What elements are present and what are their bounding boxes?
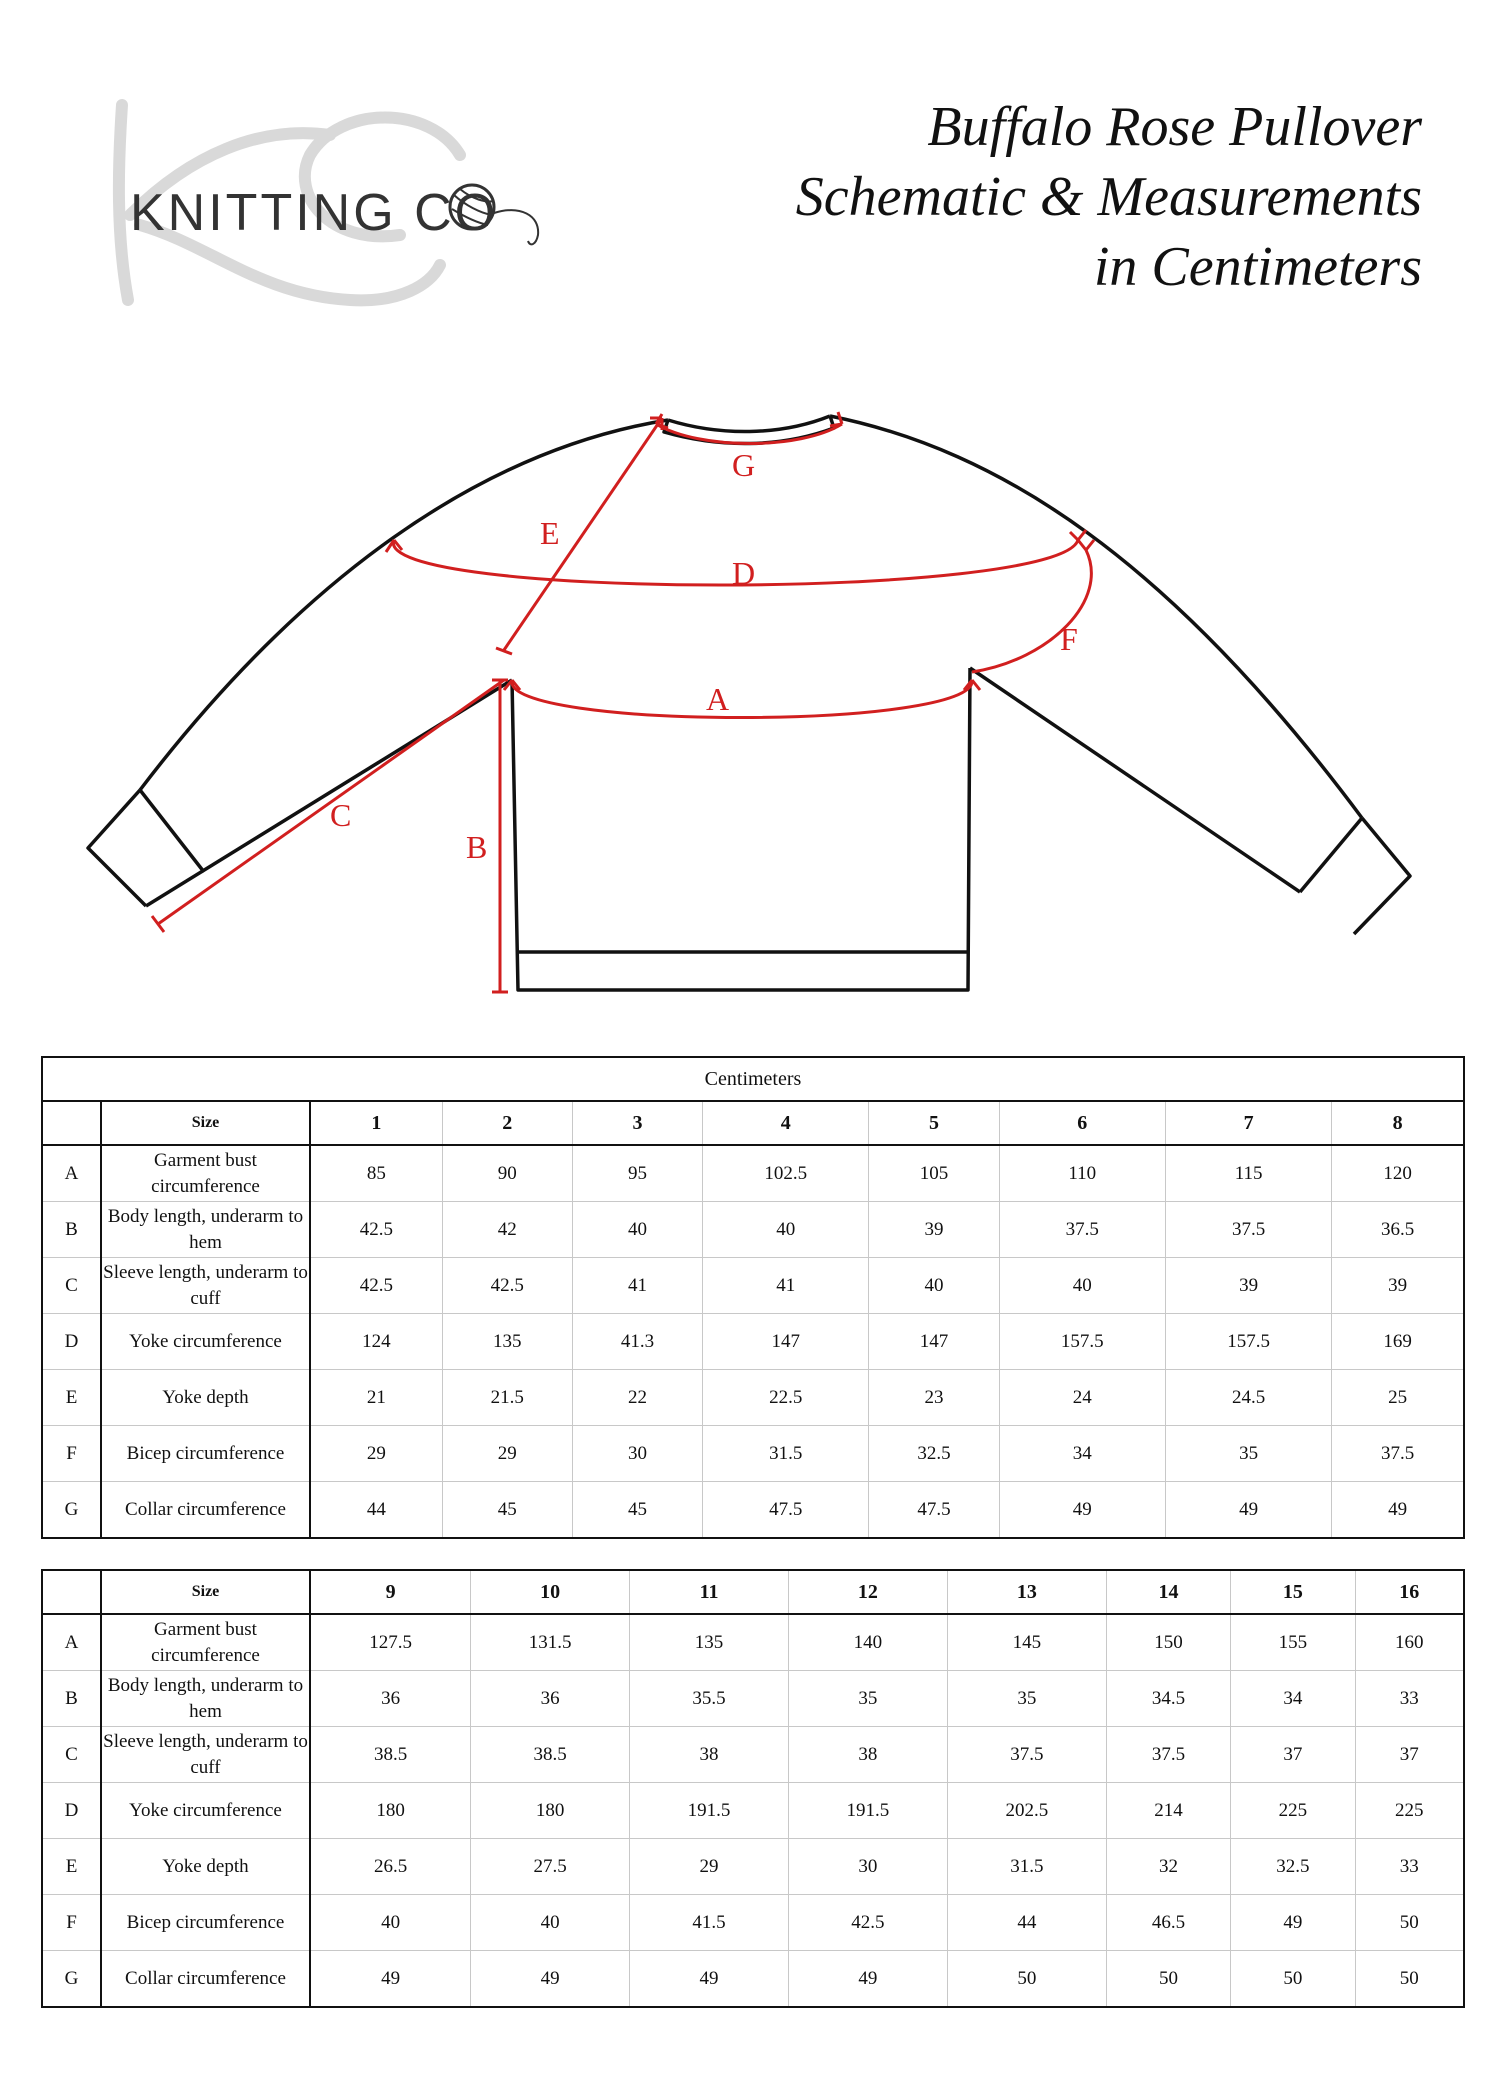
measurement-value: 40 [999, 1258, 1165, 1314]
row-measurement-name: Sleeve length, underarm to cuff [101, 1727, 310, 1783]
right-cuff-outer [1354, 818, 1410, 934]
row-letter: C [42, 1258, 101, 1314]
table-row [42, 1482, 1464, 1539]
right-sleeve-bottom [970, 668, 1300, 892]
row-measurement-name: Yoke depth [101, 1839, 310, 1895]
measurement-value: 40 [572, 1202, 702, 1258]
measurement-value: 33 [1355, 1839, 1464, 1895]
row-measurement-name: Yoke circumference [101, 1314, 310, 1370]
measurement-value: 34.5 [1106, 1671, 1230, 1727]
table-row [42, 1426, 1464, 1482]
row-letter: B [42, 1202, 101, 1258]
measurement-value: 145 [947, 1614, 1106, 1671]
measurement-value: 49 [788, 1951, 947, 2008]
measurement-value: 47.5 [703, 1482, 869, 1539]
label-C: C [330, 797, 352, 833]
measure-lines [152, 412, 1094, 992]
row-measurement-name: Bicep circumference [101, 1426, 310, 1482]
table-row [42, 1727, 1464, 1783]
measurement-value: 180 [310, 1783, 471, 1839]
size-header: 2 [442, 1101, 572, 1145]
measurement-value: 50 [947, 1951, 1106, 2008]
measurements-table-sizes-9-16 [41, 1569, 1465, 2008]
left-cuff-outer [88, 790, 146, 906]
measurement-value: 45 [572, 1482, 702, 1539]
measurement-value: 37.5 [1332, 1426, 1464, 1482]
measurement-value: 115 [1165, 1145, 1331, 1202]
measurement-value: 180 [471, 1783, 630, 1839]
measurement-value: 124 [310, 1314, 442, 1370]
measurement-value: 30 [572, 1426, 702, 1482]
size-header: 10 [471, 1570, 630, 1614]
measurement-value: 127.5 [310, 1614, 471, 1671]
measurement-value: 160 [1355, 1614, 1464, 1671]
measurement-value: 35 [788, 1671, 947, 1727]
size-header: 1 [310, 1101, 442, 1145]
table-row [42, 1202, 1464, 1258]
right-cuff-seam [1300, 818, 1362, 892]
row-letter: C [42, 1727, 101, 1783]
title-line-2: Schematic & Measurements [795, 166, 1422, 228]
measurement-value: 22.5 [703, 1370, 869, 1426]
measurement-value: 22 [572, 1370, 702, 1426]
measurement-value: 36.5 [1332, 1202, 1464, 1258]
measurement-value: 135 [442, 1314, 572, 1370]
measurement-value: 225 [1355, 1783, 1464, 1839]
measurement-value: 27.5 [471, 1839, 630, 1895]
measurement-value: 44 [310, 1482, 442, 1539]
measurement-value: 38 [630, 1727, 789, 1783]
label-F: F [1060, 621, 1078, 657]
size-label: Size [101, 1101, 310, 1145]
label-D: D [732, 555, 756, 591]
right-sleeve-top [830, 416, 1362, 818]
measurement-value: 23 [869, 1370, 999, 1426]
measurement-value: 49 [1332, 1482, 1464, 1539]
size-header: 3 [572, 1101, 702, 1145]
table-row [42, 1839, 1464, 1895]
measurements-table-sizes-1-8 [41, 1056, 1465, 1539]
row-letter: E [42, 1839, 101, 1895]
table-row [42, 1951, 1464, 2008]
row-letter: D [42, 1314, 101, 1370]
measurement-value: 49 [310, 1951, 471, 2008]
measurement-value: 36 [310, 1671, 471, 1727]
measurement-value: 24.5 [1165, 1370, 1331, 1426]
measurement-value: 39 [1165, 1258, 1331, 1314]
measurement-value: 26.5 [310, 1839, 471, 1895]
measurement-value: 85 [310, 1145, 442, 1202]
size-label: Size [101, 1570, 310, 1614]
measurement-value: 39 [1332, 1258, 1464, 1314]
measurement-value: 31.5 [947, 1839, 1106, 1895]
measurement-value: 42.5 [310, 1258, 442, 1314]
row-measurement-name: Body length, underarm to hem [101, 1202, 310, 1258]
label-A: A [706, 681, 730, 717]
measurement-value: 38 [788, 1727, 947, 1783]
measurement-value: 50 [1231, 1951, 1355, 2008]
measurement-value: 40 [869, 1258, 999, 1314]
measurement-value: 37.5 [947, 1727, 1106, 1783]
measurement-value: 150 [1106, 1614, 1230, 1671]
measurement-value: 105 [869, 1145, 999, 1202]
measurement-value: 135 [630, 1614, 789, 1671]
title-line-1: Buffalo Rose Pullover [927, 96, 1422, 158]
size-header-row [42, 1101, 1464, 1145]
measurement-value: 49 [1231, 1895, 1355, 1951]
measurement-value: 42 [442, 1202, 572, 1258]
row-letter: A [42, 1614, 101, 1671]
blank-cell [42, 1101, 101, 1145]
size-header: 4 [703, 1101, 869, 1145]
measurement-value: 214 [1106, 1783, 1230, 1839]
measurement-value: 47.5 [869, 1482, 999, 1539]
table-row [42, 1370, 1464, 1426]
measurement-value: 37.5 [999, 1202, 1165, 1258]
table-row [42, 1895, 1464, 1951]
row-letter: D [42, 1783, 101, 1839]
row-letter: G [42, 1482, 101, 1539]
pullover-schematic [0, 380, 1500, 1020]
measurement-value: 25 [1332, 1370, 1464, 1426]
table-row [42, 1258, 1464, 1314]
measurement-value: 225 [1231, 1783, 1355, 1839]
size-header: 14 [1106, 1570, 1230, 1614]
size-header: 13 [947, 1570, 1106, 1614]
measurement-value: 21.5 [442, 1370, 572, 1426]
measurement-value: 42.5 [442, 1258, 572, 1314]
measurement-value: 38.5 [310, 1727, 471, 1783]
row-measurement-name: Collar circumference [101, 1482, 310, 1539]
measurement-value: 147 [703, 1314, 869, 1370]
measurement-value: 50 [1355, 1951, 1464, 2008]
row-measurement-name: Yoke depth [101, 1370, 310, 1426]
measurement-value: 191.5 [630, 1783, 789, 1839]
left-sleeve-top [140, 420, 668, 790]
measurement-value: 34 [1231, 1671, 1355, 1727]
measurement-value: 131.5 [471, 1614, 630, 1671]
measurement-value: 29 [630, 1839, 789, 1895]
measure-E [504, 418, 662, 650]
measurement-value: 46.5 [1106, 1895, 1230, 1951]
measurement-value: 169 [1332, 1314, 1464, 1370]
measurement-value: 140 [788, 1614, 947, 1671]
measurement-value: 30 [788, 1839, 947, 1895]
measurement-value: 38.5 [471, 1727, 630, 1783]
row-measurement-name: Body length, underarm to hem [101, 1671, 310, 1727]
measurement-value: 95 [572, 1145, 702, 1202]
size-header: 11 [630, 1570, 789, 1614]
measurement-value: 33 [1355, 1671, 1464, 1727]
measurement-value: 39 [869, 1202, 999, 1258]
row-letter: B [42, 1671, 101, 1727]
measurement-value: 41 [703, 1258, 869, 1314]
blank-cell [42, 1570, 101, 1614]
measurement-value: 21 [310, 1370, 442, 1426]
size-header: 15 [1231, 1570, 1355, 1614]
measurement-value: 36 [471, 1671, 630, 1727]
row-measurement-name: Sleeve length, underarm to cuff [101, 1258, 310, 1314]
measurement-value: 49 [1165, 1482, 1331, 1539]
measurement-value: 35.5 [630, 1671, 789, 1727]
measurement-value: 35 [947, 1671, 1106, 1727]
measure-labels [330, 447, 1078, 865]
size-header: 8 [1332, 1101, 1464, 1145]
measurement-value: 31.5 [703, 1426, 869, 1482]
measurement-value: 32.5 [869, 1426, 999, 1482]
measurement-value: 37.5 [1106, 1727, 1230, 1783]
measurement-value: 49 [630, 1951, 789, 2008]
measurement-value: 41.5 [630, 1895, 789, 1951]
measurement-value: 29 [442, 1426, 572, 1482]
size-header: 12 [788, 1570, 947, 1614]
size-header-row [42, 1570, 1464, 1614]
measurement-value: 40 [703, 1202, 869, 1258]
size-header: 9 [310, 1570, 471, 1614]
row-letter: F [42, 1426, 101, 1482]
measurement-value: 34 [999, 1426, 1165, 1482]
page-title [796, 92, 1422, 302]
measurement-value: 49 [471, 1951, 630, 2008]
size-header: 16 [1355, 1570, 1464, 1614]
table-caption: Centimeters [42, 1057, 1464, 1101]
row-letter: G [42, 1951, 101, 2008]
measurement-value: 44 [947, 1895, 1106, 1951]
table-row [42, 1783, 1464, 1839]
measurement-value: 41.3 [572, 1314, 702, 1370]
logo-wordmark: KNITTING CO [130, 184, 499, 242]
measurement-value: 29 [310, 1426, 442, 1482]
measurement-value: 35 [1165, 1426, 1331, 1482]
measurement-value: 42.5 [310, 1202, 442, 1258]
title-line-3: in Centimeters [1093, 236, 1422, 298]
measurement-value: 191.5 [788, 1783, 947, 1839]
measurement-value: 147 [869, 1314, 999, 1370]
size-header: 6 [999, 1101, 1165, 1145]
measurement-value: 50 [1106, 1951, 1230, 2008]
left-cuff-seam [140, 790, 204, 872]
row-measurement-name: Garment bust circumference [101, 1614, 310, 1671]
row-measurement-name: Bicep circumference [101, 1895, 310, 1951]
row-measurement-name: Collar circumference [101, 1951, 310, 2008]
row-letter: F [42, 1895, 101, 1951]
measurement-value: 155 [1231, 1614, 1355, 1671]
table-row [42, 1671, 1464, 1727]
row-measurement-name: Garment bust circumference [101, 1145, 310, 1202]
garment-outline [88, 416, 1410, 990]
measurement-value: 120 [1332, 1145, 1464, 1202]
table-row [42, 1145, 1464, 1202]
label-B: B [466, 829, 488, 865]
measurement-value: 90 [442, 1145, 572, 1202]
measurement-value: 40 [471, 1895, 630, 1951]
measurement-value: 202.5 [947, 1783, 1106, 1839]
measure-A [512, 680, 972, 718]
measurement-value: 40 [310, 1895, 471, 1951]
label-E: E [540, 515, 560, 551]
measurement-value: 110 [999, 1145, 1165, 1202]
measurement-value: 42.5 [788, 1895, 947, 1951]
table-row [42, 1614, 1464, 1671]
measurement-value: 157.5 [1165, 1314, 1331, 1370]
measurement-value: 41 [572, 1258, 702, 1314]
size-header: 7 [1165, 1101, 1331, 1145]
measurement-value: 49 [999, 1482, 1165, 1539]
measurement-value: 24 [999, 1370, 1165, 1426]
measurement-value: 50 [1355, 1895, 1464, 1951]
table-row [42, 1314, 1464, 1370]
neckline [668, 416, 830, 432]
measurement-value: 37.5 [1165, 1202, 1331, 1258]
brand-logo [100, 95, 560, 315]
table-caption-row [42, 1057, 1464, 1101]
measurement-value: 45 [442, 1482, 572, 1539]
measurement-value: 32.5 [1231, 1839, 1355, 1895]
label-G: G [732, 447, 756, 483]
row-letter: E [42, 1370, 101, 1426]
row-measurement-name: Yoke circumference [101, 1783, 310, 1839]
measurement-value: 32 [1106, 1839, 1230, 1895]
measurement-value: 37 [1355, 1727, 1464, 1783]
row-letter: A [42, 1145, 101, 1202]
measurement-value: 37 [1231, 1727, 1355, 1783]
measurement-value: 157.5 [999, 1314, 1165, 1370]
measurement-value: 102.5 [703, 1145, 869, 1202]
size-header: 5 [869, 1101, 999, 1145]
